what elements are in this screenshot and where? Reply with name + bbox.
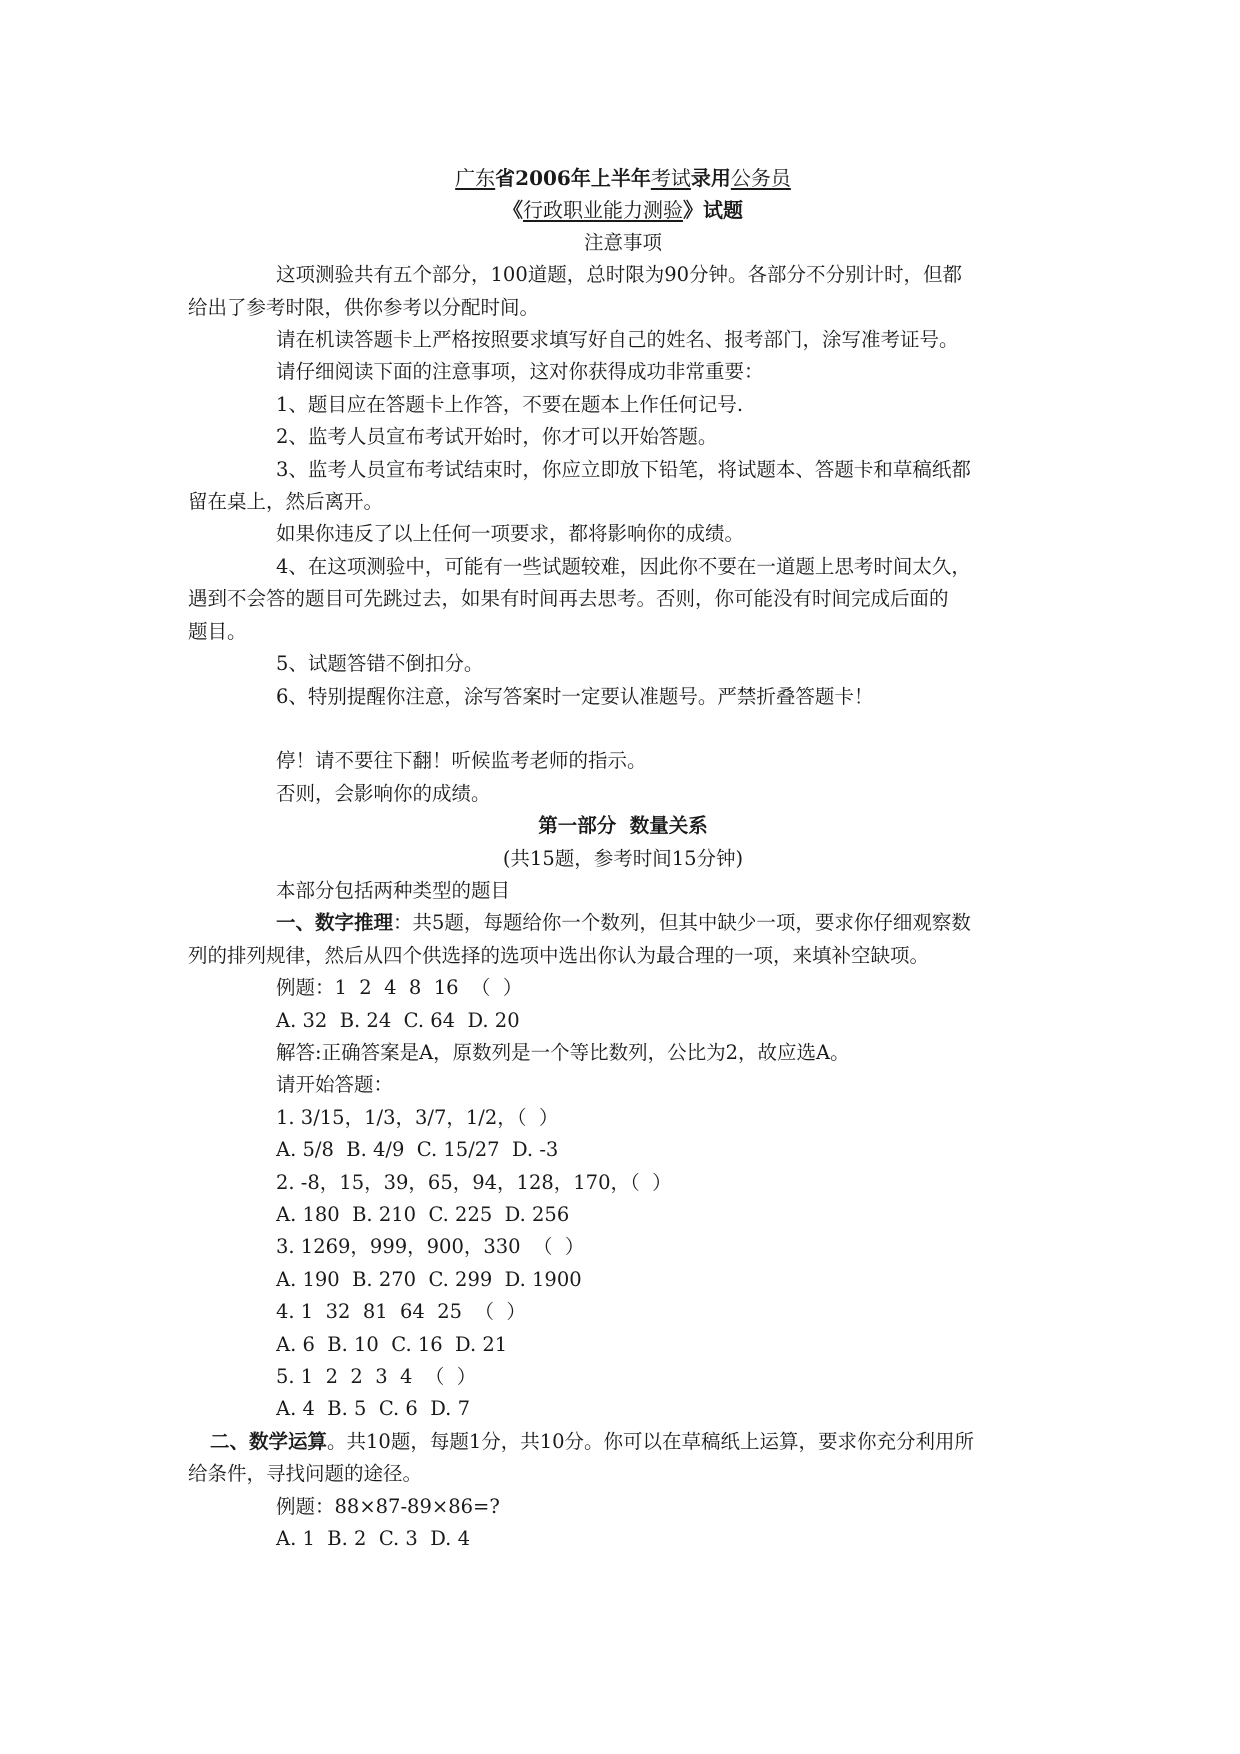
blank-line [188,713,1058,745]
notice-item-6: 6、特别提醒你注意，涂写答案时一定要认准题号。严禁折叠答题卡！ [276,684,874,708]
notice-item-1: 1、题目应在答题卡上作答，不要在题本上作任何记号. [276,392,744,416]
part1-heading: 第一部分 数量关系 [538,814,708,838]
question-1: 1. 3/15，1/3，3/7，1/2，（ ） [276,1105,559,1129]
question-4-options: A. 6 B. 10 C. 16 D. 21 [276,1332,508,1356]
section2-text-cont: 给条件，寻找问题的途径。 [188,1462,423,1486]
title-year: 2006年上半年 [515,166,651,190]
title-exam: 考试 [650,166,691,190]
question-2-options: A. 180 B. 210 C. 225 D. 256 [276,1202,570,1226]
question-1-options: A. 5/8 B. 4/9 C. 15/27 D. -3 [276,1138,559,1162]
section2-example-options: A. 1 B. 2 C. 3 D. 4 [276,1527,470,1551]
title-suffix: 试题 [703,198,743,223]
section1-example-options: A. 32 B. 24 C. 64 D. 20 [276,1008,520,1032]
question-5: 5. 1 2 2 3 4 （ ） [276,1365,477,1389]
question-2: 2. -8，15，39，65，94，128，170，（ ） [276,1170,672,1194]
stop-notice-2: 否则，会影响你的成绩。 [276,781,491,805]
notice-heading: 注意事项 [583,230,662,254]
title-recruit: 录用 [690,166,731,190]
stop-notice-1: 停！请不要往下翻！听候监考老师的指示。 [276,749,647,773]
section1-text: ：共5题，每题给你一个数列，但其中缺少一项，要求你仔细观察数 [393,911,971,935]
part1-intro: 本部分包括两种类型的题目 [276,878,511,902]
title-civil-servant: 公务员 [730,166,791,190]
question-4: 4. 1 32 81 64 25 （ ） [276,1300,526,1324]
part1-subheading: (共15题，参考时间15分钟) [502,846,744,870]
notice-paragraph-1: 这项测验共有五个部分，100道题，总时限为90分钟。各部分不分别计时，但都 [276,263,963,287]
notice-item-2: 2、监考人员宣布考试开始时，你才可以开始答题。 [276,425,718,449]
section1-example-answer: 解答:正确答案是A，原数列是一个等比数列，公比为2，故应选A。 [276,1040,850,1064]
notice-item-3: 3、监考人员宣布考试结束时，你应立即放下铅笔，将试题本、答题卡和草稿纸都 [276,457,971,481]
title-province-suffix: 省 [495,166,516,190]
section2-example-question: 例题：88×87-89×86=? [276,1494,500,1518]
title-province: 广东 [455,166,496,190]
section2-text: 。共10题，每题1分，共10分。你可以在草稿纸上运算，要求你充分利用所 [327,1429,975,1453]
question-3: 3. 1269，999，900，330 （ ） [276,1235,585,1259]
section2-intro [188,1426,1058,1458]
notice-paragraph-2: 请在机读答题卡上严格按照要求填写好自己的姓名、报考部门，涂写准考证号。 [276,328,959,352]
question-3-options: A. 190 B. 270 C. 299 D. 1900 [276,1267,582,1291]
notice-item-4-cont-2: 题目。 [188,619,247,643]
section2-label: 二、数学运算 [210,1429,328,1453]
notice-warning: 如果你违反了以上任何一项要求，都将影响你的成绩。 [276,522,745,546]
notice-item-4-cont-1: 遇到不会答的题目可先跳过去，如果有时间再去思考。否则，你可能没有时间完成后面的 [188,587,949,611]
section1-start: 请开始答题： [276,1073,394,1097]
section1-text-cont: 列的排列规律，然后从四个供选择的选项中选出你认为最合理的一项，来填补空缺项。 [188,943,930,967]
section1-intro [188,907,1058,939]
title-bracket-open: 《 [503,198,523,223]
title-test-name: 行政职业能力测验 [523,198,683,223]
section1-label: 一、数字推理 [276,911,394,935]
section1-example-question: 例题：1 2 4 8 16 （ ） [276,976,523,1000]
doc-title-line-1 [188,162,1058,194]
doc-title-line-2 [188,194,1058,226]
title-bracket-close: 》 [683,198,703,223]
notice-item-3-cont: 留在桌上，然后离开。 [188,490,384,514]
notice-item-4: 4、在这项测验中，可能有一些试题较难，因此你不要在一道题上思考时间太久， [276,554,971,578]
document-body [188,162,1058,1555]
notice-item-5: 5、试题答错不倒扣分。 [276,652,484,676]
notice-paragraph-1-cont: 给出了参考时限，供你参考以分配时间。 [188,295,540,319]
question-5-options: A. 4 B. 5 C. 6 D. 7 [276,1397,470,1421]
notice-paragraph-3: 请仔细阅读下面的注意事项，这对你获得成功非常重要： [276,360,764,384]
